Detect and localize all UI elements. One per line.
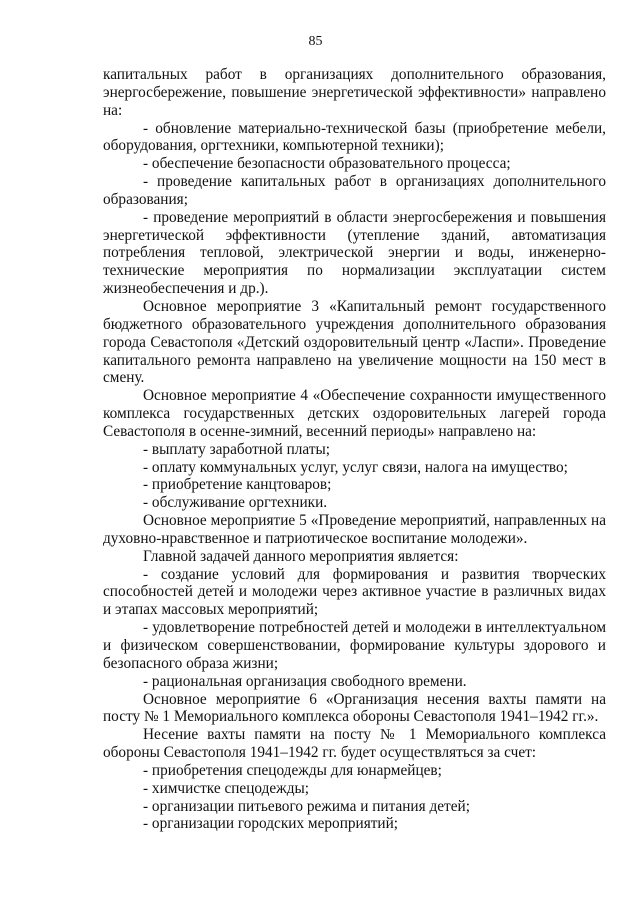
list-item: - обслуживание оргтехники.	[143, 494, 328, 512]
paragraph: Основное мероприятие 3 «Капитальный ремонт государственного бюджетного образовательного учреждения дополнительного образования города Севастополя «Детский оздоровительный центр «Ласпи». Проведение капитального ремонта направлено на увеличение мощности на 150 мест в смену.	[103, 297, 606, 387]
document-body	[103, 66, 606, 833]
list-item: - проведение мероприятий в области энергосбережения и повышения энергетической эффективности (утепление зданий, автоматизация потребления тепловой, электрической энергии и воды, инженерно-технические мероприятия по нормализации эксплуатации систем жизнеобеспечения и др.).	[103, 208, 606, 298]
paragraph: Главной задачей данного мероприятия является:	[143, 547, 459, 565]
list-item: - оплату коммунальных услуг, услуг связи, налога на имущество;	[143, 458, 568, 476]
list-item: - химчистке спецодежды;	[143, 779, 310, 797]
list-item: - выплату заработной платы;	[143, 440, 331, 458]
paragraph: Несение вахты памяти на посту № 1 Мемориального комплекса обороны Севастополя 1941–1942 гг. будет осуществляться за счет:	[103, 726, 606, 762]
page-number: 85	[308, 34, 323, 49]
list-item: - организации городских мероприятий;	[143, 815, 399, 833]
list-item: - обновление материально-технической базы (приобретение мебели, оборудования, оргтехники, компьютерной техники);	[103, 119, 606, 155]
list-item: - рациональная организация свободного времени.	[143, 672, 467, 690]
list-item: - удовлетворение потребностей детей и молодежи в интеллектуальном и физическом совершенствовании, формирование культуры здорового и безопасного образа жизни;	[103, 619, 606, 672]
list-item: - обеспечение безопасности образовательного процесса;	[143, 155, 511, 173]
paragraph: Основное мероприятие 5 «Проведение мероприятий, направленных на духовно-нравственное и патриотическое воспитание молодежи».	[103, 512, 606, 547]
list-item: - проведение капитальных работ в организациях дополнительного образования;	[103, 173, 606, 208]
list-item: - приобретение канцтоваров;	[143, 476, 332, 494]
paragraph: Основное мероприятие 6 «Организация несения вахты памяти на посту № 1 Мемориального комплекса обороны Севастополя 1941–1942 гг.».	[103, 690, 606, 726]
list-item: - приобретения спецодежды для юнармейцев;	[143, 761, 442, 779]
paragraph: капитальных работ в организациях дополнительного образования, энергосбережение, повышение энергетической эффективности» направлено на:	[103, 66, 606, 119]
list-item: - создание условий для формирования и развития творческих способностей детей и молодежи через активное участие в различных видах и этапах массовых мероприятий;	[103, 565, 606, 619]
paragraph: Основное мероприятие 4 «Обеспечение сохранности имущественного комплекса государственных детских оздоровительных лагерей города Севастополя в осенне-зимний, весенний периоды» направлено на:	[103, 387, 606, 440]
list-item: - организации питьевого режима и питания детей;	[143, 797, 470, 815]
